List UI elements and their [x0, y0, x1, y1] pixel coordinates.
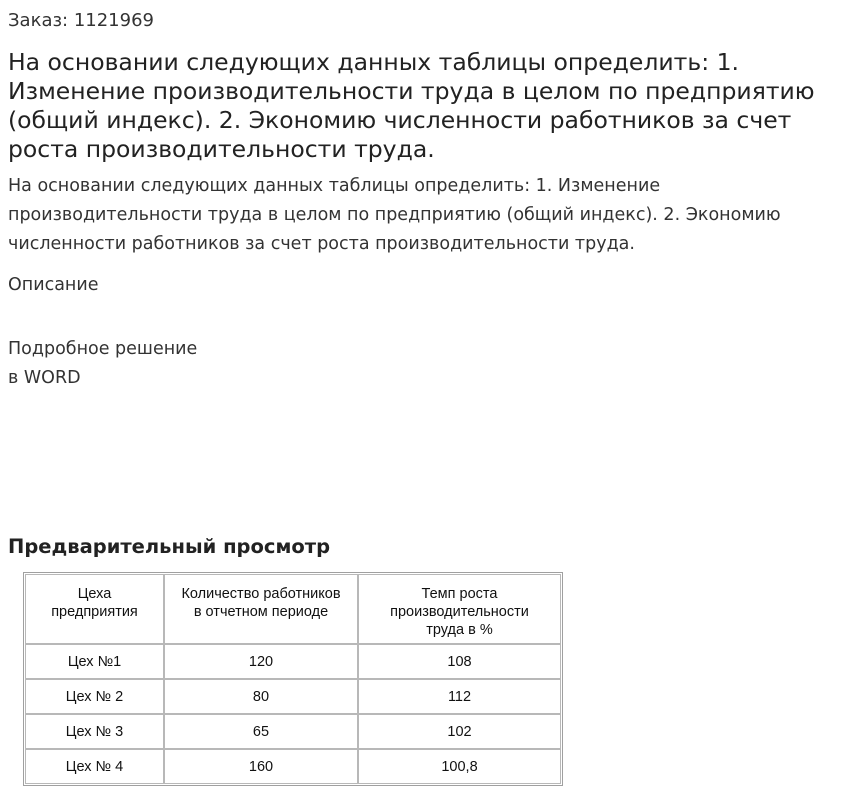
preview-table — [25, 574, 561, 784]
preview-table-frame — [23, 572, 563, 786]
table-row — [25, 679, 561, 714]
description-label: Описание — [8, 275, 99, 295]
table-cell: 108 — [358, 644, 561, 679]
table-cell: Цех № 3 — [25, 714, 164, 749]
table-cell: 102 — [358, 714, 561, 749]
table-cell: 120 — [164, 644, 358, 679]
column-header-productivity-growth: Темп роста производительности труда в % — [358, 574, 561, 644]
table-cell: 112 — [358, 679, 561, 714]
table-cell: 80 — [164, 679, 358, 714]
preview-title: Предварительный просмотр — [8, 535, 331, 558]
order-number: Заказ: 1121969 — [8, 10, 154, 31]
task-text: На основании следующих данных таблицы определить: 1. Изменение производительности труда в целом по предприятию (общий индекс). 2. Экономию численности работников за счет роста производительности труда. — [8, 176, 781, 254]
table-cell: 100,8 — [358, 749, 561, 784]
table-header-row — [25, 574, 561, 644]
table-cell: 65 — [164, 714, 358, 749]
page-title: На основании следующих данных таблицы определить: 1. Изменение производительности труда в целом по предприятию (общий индекс). 2. Экономию численности работников за счет роста производительности труда. — [8, 48, 815, 163]
column-header-workshops: Цеха предприятия — [25, 574, 164, 644]
description-body — [8, 335, 197, 393]
table-cell: Цех № 2 — [25, 679, 164, 714]
description-line: Подробное решение — [8, 339, 198, 359]
description-line: в WORD — [8, 368, 81, 388]
table-row — [25, 714, 561, 749]
table-row — [25, 749, 561, 784]
table-cell: Цех №1 — [25, 644, 164, 679]
table-cell: Цех № 4 — [25, 749, 164, 784]
table-cell: 160 — [164, 749, 358, 784]
table-row — [25, 644, 561, 679]
column-header-workers-count: Количество работников в отчетном периоде — [164, 574, 358, 644]
